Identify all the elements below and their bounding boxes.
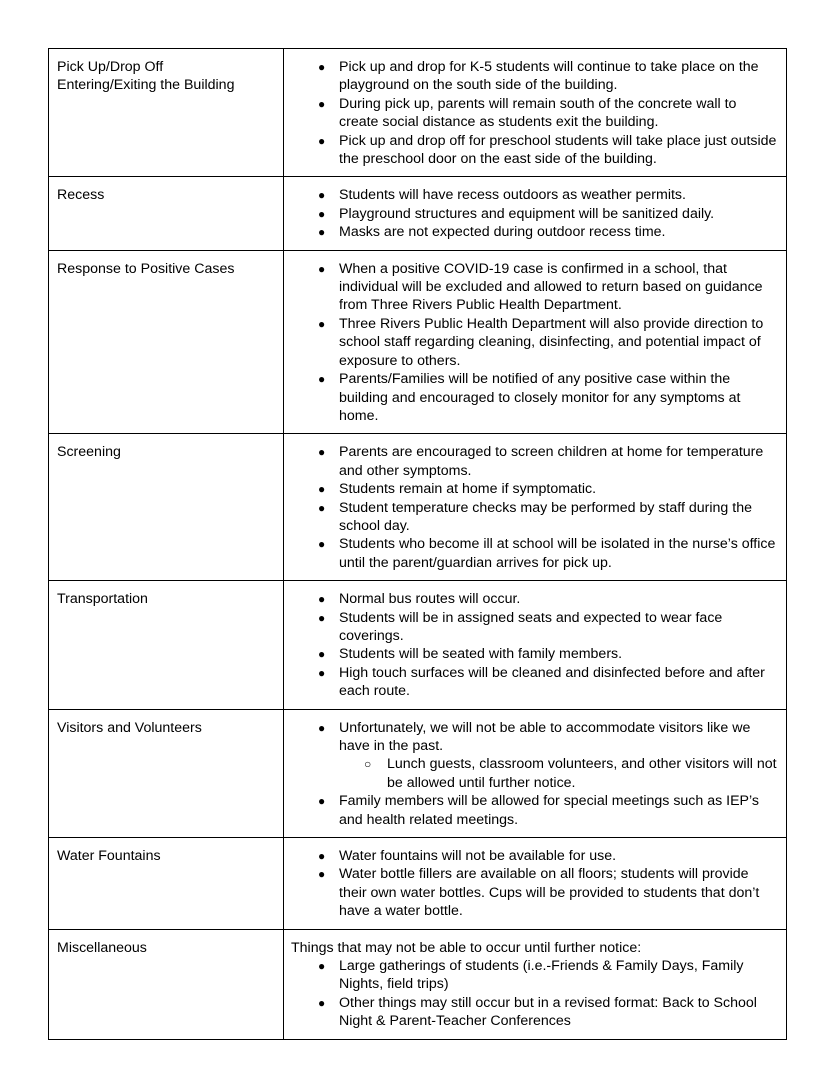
bullet-icon: ● xyxy=(318,665,326,680)
row-label-cell xyxy=(49,49,284,177)
table-row-water-fountains xyxy=(49,838,787,930)
list-item: ● Students will be seated with family members. xyxy=(318,646,623,663)
row-label: Miscellaneous xyxy=(57,939,147,956)
row-label: Visitors and Volunteers xyxy=(57,719,202,736)
list-item: ● Students remain at home if symptomatic. xyxy=(318,481,597,498)
row-label: Water Fountains xyxy=(57,848,161,865)
row-content-cell xyxy=(284,709,787,837)
list-item: ● Unfortunately, we will not be able to accommodate visitors like we have in the past. ○ Lunch guests, classroom volunteers, and other visitors will not be allowed until further notice. xyxy=(318,719,777,791)
list-item: ● Student temperature checks may be performed by staff during the school day. xyxy=(318,499,752,534)
list-item: ● Playground structures and equipment will be sanitized daily. xyxy=(318,205,715,222)
table-row-miscellaneous xyxy=(49,929,787,1039)
bullet-icon: ● xyxy=(318,206,326,221)
list-item: ● Students will be in assigned seats and expected to wear face coverings. xyxy=(318,609,723,644)
row-label: Response to Positive Cases xyxy=(57,260,235,277)
bullet-icon: ● xyxy=(318,261,326,276)
list-item: ● Students will have recess outdoors as weather permits. xyxy=(318,187,686,204)
list-item: ● Pick up and drop for K-5 students will continue to take place on the playground on the south side of the building. xyxy=(318,59,759,94)
row-content-cell xyxy=(284,250,787,434)
policy-table xyxy=(48,48,787,1040)
list-item: ● Pick up and drop off for preschool students will take place just outside the preschool door on the east side of the building. xyxy=(318,132,777,168)
bullet-icon: ● xyxy=(318,133,326,148)
row-label: Entering/Exiting the Building xyxy=(57,77,235,94)
row-label: Screening xyxy=(57,444,121,461)
bullet-icon: ● xyxy=(318,995,326,1010)
list-item: ● Normal bus routes will occur. xyxy=(318,591,521,608)
list-item: ● Water bottle fillers are available on all floors; students will provide their own water bottles. Cups will be provided to students that don’t have a water bottle. xyxy=(318,866,760,920)
bullet-icon: ● xyxy=(318,500,326,515)
list-item: ● During pick up, parents will remain south of the concrete wall to create social distance as students exit the building. xyxy=(318,95,737,131)
bullet-icon: ● xyxy=(318,445,326,460)
list-item: ● When a positive COVID-19 case is confirmed in a school, that individual will be excluded and allowed to return based on guidance from Three Rivers Public Health Department. xyxy=(318,260,763,314)
row-label: Pick Up/Drop Off xyxy=(57,59,164,75)
list-item: ● High touch surfaces will be cleaned and disinfected before and after each route. xyxy=(318,664,765,700)
row-content-cell xyxy=(284,434,787,581)
row-content-cell xyxy=(284,177,787,250)
list-item: ● Three Rivers Public Health Department will also provide direction to school staff regarding cleaning, disinfecting, and potential impact of exposure to others. xyxy=(318,315,764,369)
bullet-icon: ● xyxy=(318,482,326,497)
list-item: ● Other things may still occur but in a revised format: Back to School Night & Parent-Teacher Conferences xyxy=(318,994,757,1030)
bullet-icon: ● xyxy=(318,316,326,331)
bullet-icon: ● xyxy=(318,867,326,882)
bullet-icon: ● xyxy=(318,592,326,607)
row-label-cell xyxy=(49,709,284,837)
bullet-icon: ● xyxy=(318,647,326,662)
row-label: Recess xyxy=(57,187,105,204)
hollow-bullet-icon: ○ xyxy=(364,757,372,772)
bullet-icon: ● xyxy=(318,794,326,809)
section-intro: Things that may not be able to occur until further notice: xyxy=(291,939,642,956)
row-label-cell xyxy=(49,581,284,709)
bullet-icon: ● xyxy=(318,720,326,735)
bullet-icon: ● xyxy=(318,96,326,111)
list-item: ● Parents are encouraged to screen children at home for temperature and other symptoms. xyxy=(318,444,764,479)
bullet-icon: ● xyxy=(318,610,326,625)
table-row-transportation xyxy=(49,581,787,709)
list-item: ● Large gatherings of students (i.e.-Friends & Family Days, Family Nights, field trips) xyxy=(318,958,744,993)
table-row-screening xyxy=(49,434,787,581)
list-item: ● Masks are not expected during outdoor recess time. xyxy=(318,224,666,241)
row-label-cell xyxy=(49,250,284,434)
list-item: ● Family members will be allowed for special meetings such as IEP’s and health related meetings. xyxy=(318,793,760,828)
row-label: Transportation xyxy=(57,591,148,608)
bullet-icon: ● xyxy=(318,537,326,552)
bullet-icon: ● xyxy=(318,188,326,203)
list-item: ● Parents/Families will be notified of any positive case within the building and encouraged to closely monitor for any symptoms at home. xyxy=(318,371,741,424)
list-item: ● Water fountains will not be available for use. xyxy=(318,848,617,865)
table-row-visitors xyxy=(49,709,787,837)
row-label-cell xyxy=(49,929,284,1039)
list-item: ● Students who become ill at school will be isolated in the nurse’s office until the parent/guardian arrives for pick up. xyxy=(318,536,776,571)
bullet-icon: ● xyxy=(318,849,326,864)
table-row-pickup-dropoff xyxy=(49,49,787,177)
row-content-cell xyxy=(284,838,787,930)
row-content-cell xyxy=(284,581,787,709)
table-row-recess xyxy=(49,177,787,250)
table-row-positive-cases xyxy=(49,250,787,434)
row-content-cell xyxy=(284,929,787,1039)
bullet-icon: ● xyxy=(318,959,326,974)
row-label-cell xyxy=(49,177,284,250)
bullet-icon: ● xyxy=(318,372,326,387)
row-label-cell xyxy=(49,434,284,581)
bullet-icon: ● xyxy=(318,60,326,74)
bullet-icon: ● xyxy=(318,225,326,240)
row-content-cell xyxy=(284,49,787,177)
row-label-cell xyxy=(49,838,284,930)
sub-list-item: ○ Lunch guests, classroom volunteers, and other visitors will not be allowed until further notice. xyxy=(364,756,777,791)
